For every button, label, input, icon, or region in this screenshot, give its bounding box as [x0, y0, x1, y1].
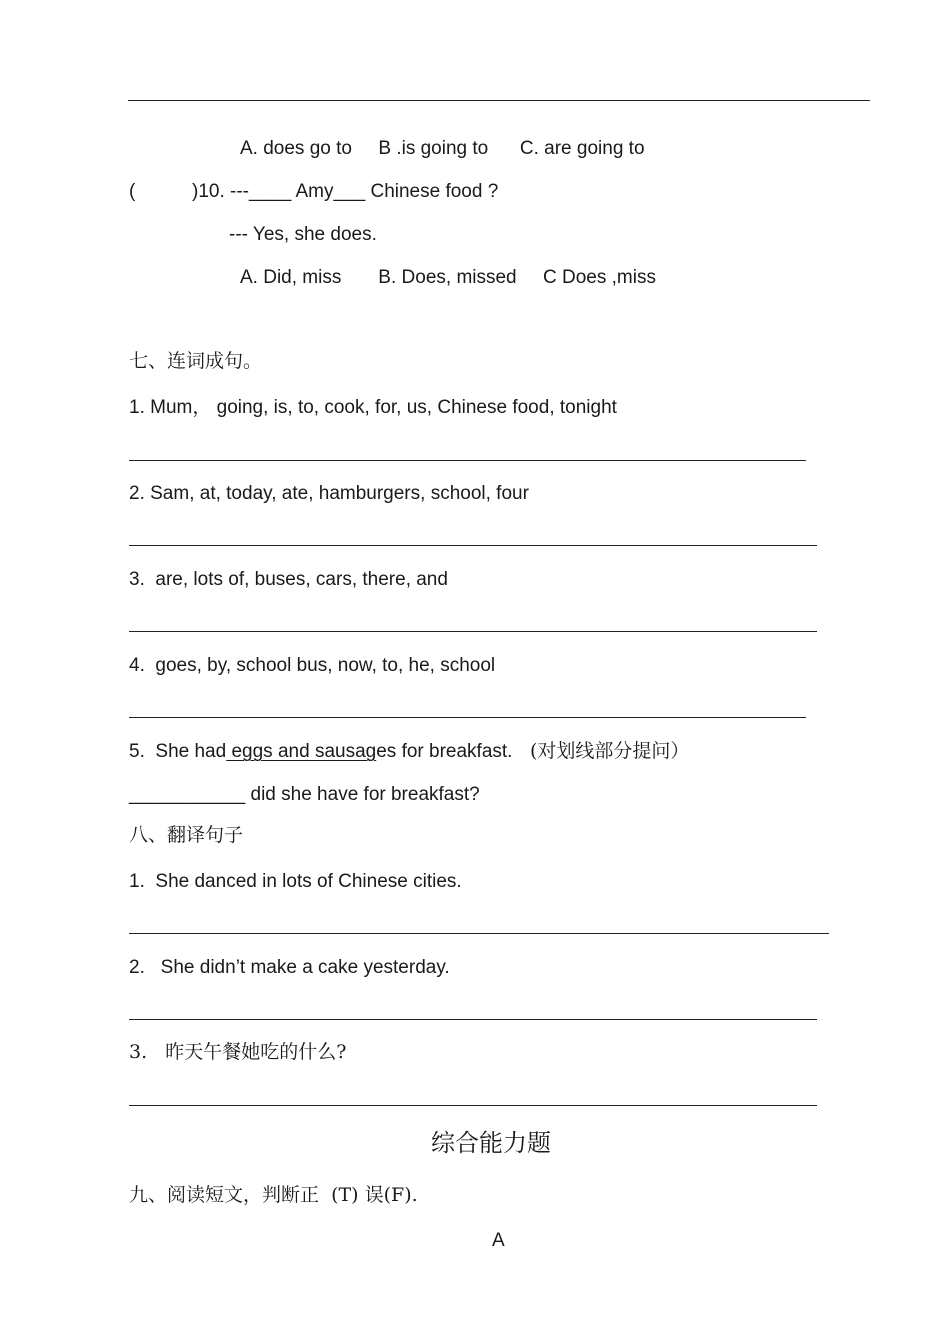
comprehensive-title: 综合能力题 [431, 1129, 551, 1157]
passage-label: A [492, 1230, 505, 1251]
section7-item-4: 4. goes, by, school bus, now, to, he, school [129, 655, 496, 676]
section8-item-3: 3. 昨天午餐她吃的什么? [129, 1041, 347, 1063]
answer-line-8-3 [129, 1105, 817, 1106]
section8-item-2: 2. She didn’t make a cake yesterday. [129, 957, 450, 978]
q10-question: )10. ---____ Amy___ Chinese food ? [192, 181, 499, 202]
item5-text-before: 5. She had [129, 741, 227, 762]
section7-item-2: 2. Sam, at, today, ate, hamburgers, school, four [129, 483, 529, 504]
item5-instruction: (对划线部分提问） [530, 740, 690, 762]
q9-options: A. does go to B .is going to C. are going to [240, 138, 645, 159]
answer-line-7-3 [129, 631, 817, 632]
answer-line-7-1 [129, 460, 806, 461]
answer-line-8-2 [129, 1019, 817, 1020]
section9-heading: 九、阅读短文，判断正 (T) 误(F). [129, 1184, 418, 1206]
item5-followup: ___________ did she have for breakfast? [129, 784, 480, 805]
section7-item-3: 3. are, lots of, buses, cars, there, and [129, 569, 448, 590]
q10-answer-paren: ( [129, 181, 136, 202]
q10-reply: --- Yes, she does. [229, 224, 377, 245]
section7-item-5 [129, 742, 512, 761]
section7-item-1: 1. Mum， going, is, to, cook, for, us, Chinese food, tonight [129, 397, 617, 418]
section8-heading: 八、翻译句子 [129, 824, 244, 846]
top-rule [128, 100, 870, 101]
answer-line-7-2 [129, 545, 817, 546]
answer-line-7-4 [129, 717, 806, 718]
item5-text-after: es for breakfast. [376, 741, 513, 762]
item5-underlined-part: eggs and sausag [226, 741, 377, 762]
answer-line-8-1 [129, 933, 829, 934]
q10-options: A. Did, miss B. Does, missed C Does ,miss [240, 267, 656, 288]
section7-heading: 七、连词成句。 [129, 350, 263, 372]
section8-item-1: 1. She danced in lots of Chinese cities. [129, 871, 462, 892]
